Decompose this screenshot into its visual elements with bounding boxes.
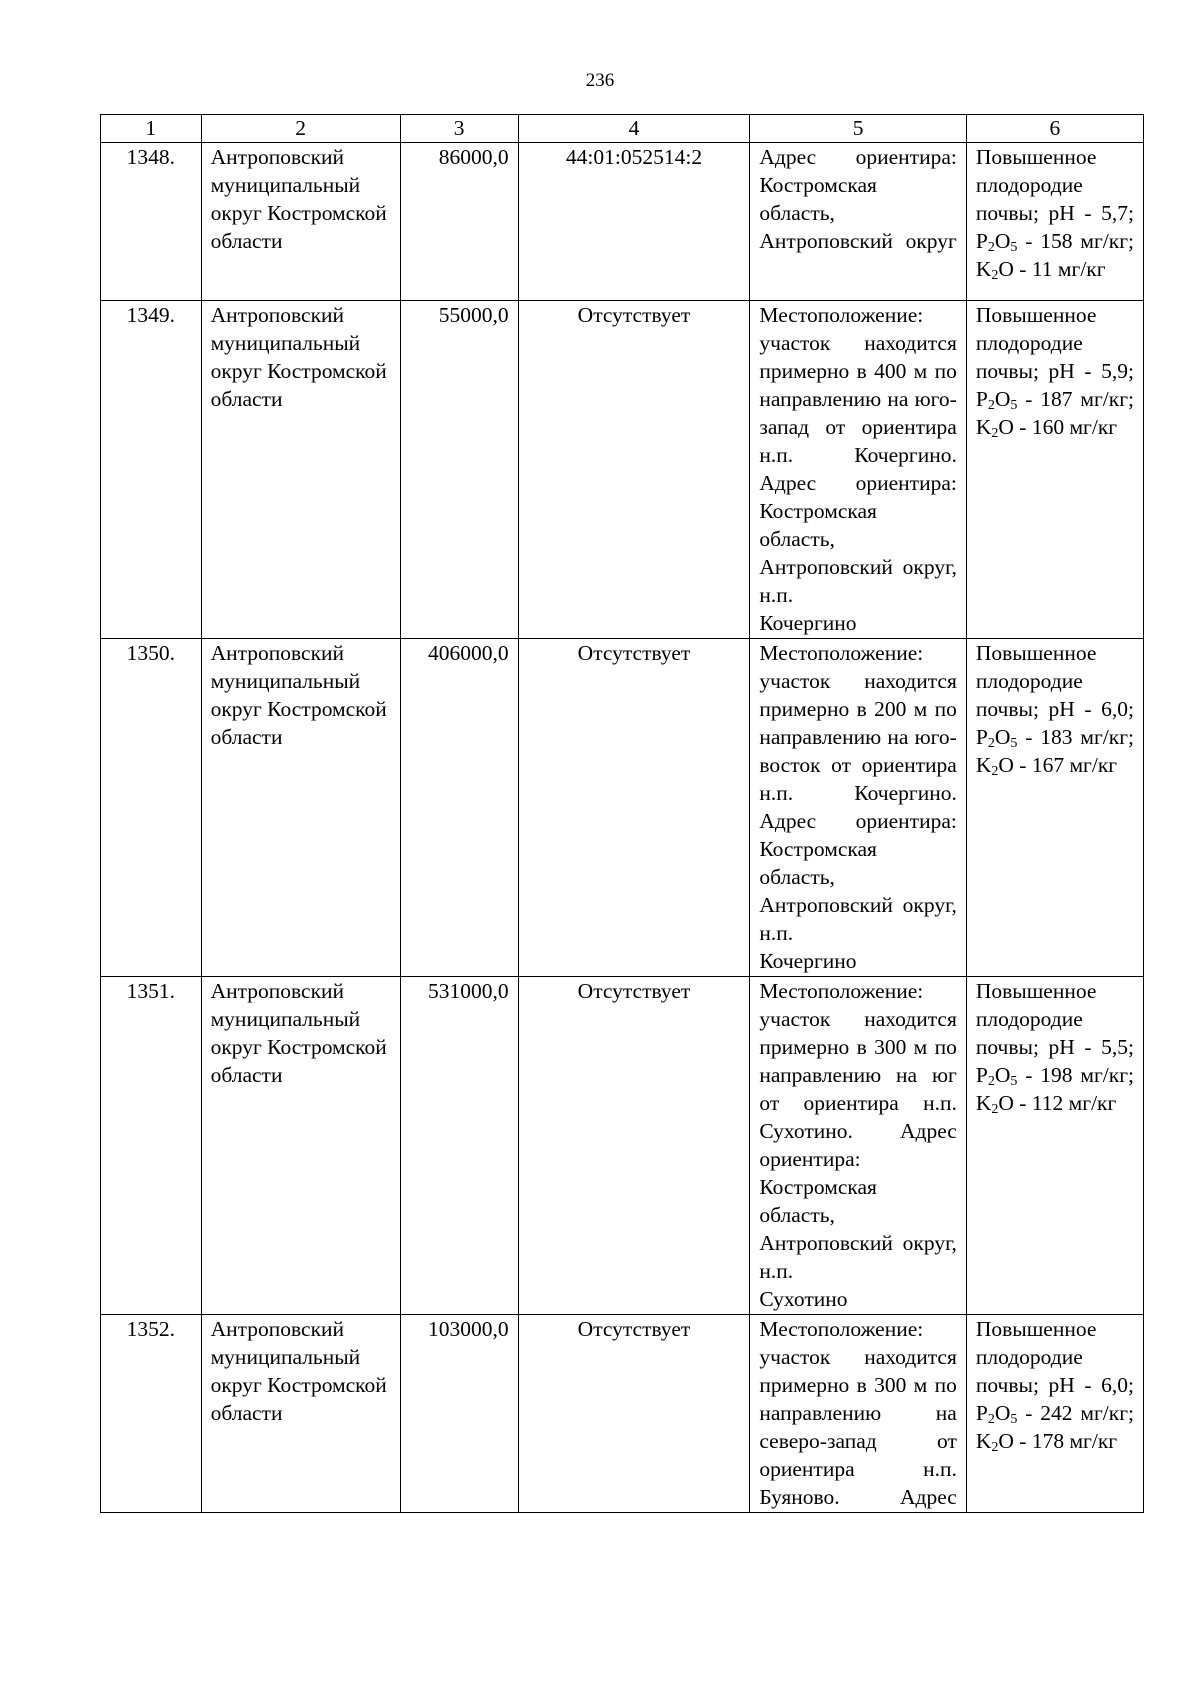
ph-value: 5,9;	[1101, 359, 1134, 383]
soil-fertility-cell	[966, 143, 1143, 301]
row-number: 1350.	[101, 639, 202, 977]
ph-value: 6,0;	[1101, 1373, 1134, 1397]
k2o-formula: $K_2O$	[975, 1429, 1014, 1455]
fertility-label: Повышенное плодородие почвы; pH -	[975, 641, 1097, 721]
ph-value: 5,5;	[1101, 1035, 1134, 1059]
land-plots-table	[100, 114, 1144, 1513]
table-row	[101, 1315, 1144, 1513]
column-header-2: 2	[201, 115, 400, 143]
area-cell: 531000,0	[400, 977, 518, 1315]
ph-value: 6,0;	[1101, 697, 1134, 721]
table-row	[101, 143, 1144, 301]
municipality-cell: Антроповский муниципальный округ Костромской области	[201, 977, 400, 1315]
area-cell: 406000,0	[400, 639, 518, 977]
location-cell	[750, 639, 966, 977]
table-row	[101, 977, 1144, 1315]
municipality-cell: Антроповский муниципальный округ Костромской области	[201, 1315, 400, 1513]
p2o5-formula: $P_2O_5$	[975, 1401, 1018, 1427]
fertility-label: Повышенное плодородие почвы; pH -	[975, 145, 1097, 225]
location-cell	[750, 977, 966, 1315]
p2o5-formula: $P_2O_5$	[975, 387, 1018, 413]
column-header-5: 5	[750, 115, 966, 143]
row-number: 1348.	[101, 143, 202, 301]
p2o5-value: - 242 мг/кг;	[1025, 1401, 1135, 1425]
area-cell: 86000,0	[400, 143, 518, 301]
table-row	[101, 639, 1144, 977]
k2o-formula: $K_2O$	[975, 257, 1014, 283]
fertility-label: Повышенное плодородие почвы; pH -	[975, 979, 1097, 1059]
k2o-formula: $K_2O$	[975, 415, 1014, 441]
k2o-value: - 178 мг/кг	[1019, 1429, 1118, 1453]
area-cell: 55000,0	[400, 301, 518, 639]
location-text: Местоположение: участок находится примерно в 200 м по направлению на юго-восток от ориентира н.п. Кочергино. Адрес ориентира: Костромская область, Антроповский округ, н.п.	[759, 641, 957, 945]
location-text: Местоположение: участок находится примерно в 300 м по направлению на северо-запад от ориентира н.п. Буяново. Адрес	[759, 1317, 957, 1509]
area-cell: 103000,0	[400, 1315, 518, 1513]
fertility-label: Повышенное плодородие почвы; pH -	[975, 1317, 1097, 1397]
fertility-label: Повышенное плодородие почвы; pH -	[975, 303, 1097, 383]
location-tail: Кочергино	[759, 611, 857, 635]
p2o5-value: - 187 мг/кг;	[1025, 387, 1135, 411]
location-tail: Кочергино	[759, 949, 857, 973]
location-tail: Сухотино	[759, 1287, 848, 1311]
cadastral-number-cell: Отсутствует	[518, 301, 750, 639]
p2o5-value: - 198 мг/кг;	[1025, 1063, 1135, 1087]
location-cell	[750, 1315, 966, 1513]
column-header-1: 1	[101, 115, 202, 143]
k2o-formula: $K_2O$	[975, 1091, 1014, 1117]
p2o5-formula: $P_2O_5$	[975, 229, 1018, 255]
column-header-6: 6	[966, 115, 1143, 143]
location-text: Местоположение: участок находится примерно в 300 м по направлению на юг от ориентира н.п. Сухотино. Адрес ориентира: Костромская область, Антроповский округ, н.п.	[759, 979, 957, 1283]
location-text: Адрес ориентира: Костромская область, Антроповский округ	[759, 145, 957, 253]
soil-fertility-cell	[966, 639, 1143, 977]
table-row	[101, 301, 1144, 639]
k2o-formula: $K_2O$	[975, 753, 1014, 779]
p2o5-value: - 158 мг/кг;	[1025, 229, 1135, 253]
table-header-row	[101, 115, 1144, 143]
municipality-cell: Антроповский муниципальный округ Костромской области	[201, 639, 400, 977]
k2o-value: - 112 мг/кг	[1019, 1091, 1117, 1115]
municipality-cell: Антроповский муниципальный округ Костромской области	[201, 301, 400, 639]
p2o5-value: - 183 мг/кг;	[1025, 725, 1135, 749]
soil-fertility-cell	[966, 977, 1143, 1315]
cadastral-number-cell: Отсутствует	[518, 639, 750, 977]
k2o-value: - 11 мг/кг	[1019, 257, 1106, 281]
k2o-value: - 167 мг/кг	[1019, 753, 1118, 777]
row-number: 1352.	[101, 1315, 202, 1513]
soil-fertility-cell	[966, 1315, 1143, 1513]
ph-value: 5,7;	[1101, 201, 1134, 225]
k2o-value: - 160 мг/кг	[1019, 415, 1118, 439]
cadastral-number-cell: 44:01:052514:2	[518, 143, 750, 301]
location-cell	[750, 143, 966, 301]
row-number: 1349.	[101, 301, 202, 639]
p2o5-formula: $P_2O_5$	[975, 1063, 1018, 1089]
location-cell	[750, 301, 966, 639]
location-text: Местоположение: участок находится примерно в 400 м по направлению на юго-запад от ориентира н.п. Кочергино. Адрес ориентира: Костромская область, Антроповский округ, н.п.	[759, 303, 957, 607]
cadastral-number-cell: Отсутствует	[518, 977, 750, 1315]
p2o5-formula: $P_2O_5$	[975, 725, 1018, 751]
row-number: 1351.	[101, 977, 202, 1315]
cadastral-number-cell: Отсутствует	[518, 1315, 750, 1513]
column-header-3: 3	[400, 115, 518, 143]
soil-fertility-cell	[966, 301, 1143, 639]
column-header-4: 4	[518, 115, 750, 143]
page-number: 236	[585, 70, 615, 91]
municipality-cell: Антроповский муниципальный округ Костромской области	[201, 143, 400, 301]
